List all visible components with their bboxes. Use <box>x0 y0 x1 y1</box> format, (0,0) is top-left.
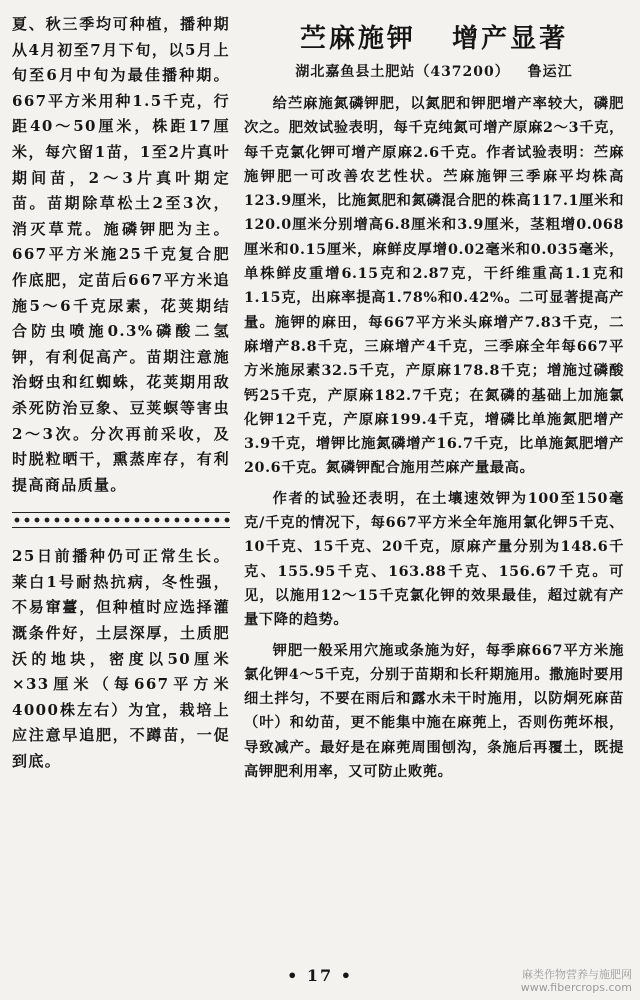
article-body <box>244 92 624 784</box>
article-byline <box>244 62 624 82</box>
watermark-url: www.fibercrops.com <box>520 981 632 994</box>
article-paragraph-1: 给苎麻施氮磷钾肥，以氮肥和钾肥增产率较大，磷肥次之。肥效试验表明，每千克纯氮可增产原麻2～3千克，每千克氯化钾可增产原麻2.6千克。作者试验表明：苎麻施钾肥一可改善农艺性状。苎麻施钾三季麻平均株高123.9厘米，比施氮肥和氮磷混合肥的株高117.1厘米和120.0厘米分别增高6.8厘米和3.9厘米，茎粗增0.068厘米和0.15厘米，麻鲜皮厚增0.02毫米和0.035毫米，单株鲜皮重增6.15克和2.87克，干纤维重高1.1克和1.15克，出麻率提高1.78%和0.42%。二可显著提高产量。施钾的麻田，每667平方米头麻增产7.83千克，二麻增产8.8千克，三麻增产4千克，三季麻全年每667平方米施尿素32.5千克，产原麻178.8千克；增施过磷酸钙25千克，产原麻182.7千克；在氮磷的基础上加施氯化钾12千克，产原麻199.4千克，增磷比单施氮肥增产3.9千克，增钾比施氮磷增产16.7千克，比单施氮肥增产20.6千克。氮磷钾配合施用苎麻产量最高。 <box>244 96 624 477</box>
article-paragraph-2: 作者的试验还表明，在土壤速效钾为100至150毫克/千克的情况下，每667平方米全年施用氯化钾5千克、10千克、15千克、20千克，原麻产量分别为148.6千克、155.95千克、163.88千克、156.67千克。可见，以施用12～15千克氯化钾的效果最佳，超过就有产量下降的趋势。 <box>244 490 624 629</box>
section-divider <box>12 512 230 528</box>
author-name: 鲁运江 <box>527 64 573 80</box>
left-paragraph-continued: 夏、秋三季均可种植，播种期从4月初至7月下旬，以5月上旬至6月中旬为最佳播种期。667平方米用种1.5千克，行距40～50厘米，株距17厘米，每穴留1苗，1至2片真叶期间苗，2～3片真叶期定苗。苗期除草松土2至3次，消灭草荒。施磷钾肥为主。667平方米施25千克复合肥作底肥，定苗后667平方米追施5～6千克尿素，花荚期结合防虫喷施0.3%磷酸二氢钾，有利促高产。苗期注意施治蚜虫和红蜘蛛，花荚期用敌杀死防治豆象、豆荚螟等害虫2～3次。分次再前采收，及时脱粒晒干，熏蒸库存，有利提高商品质量。 <box>12 15 230 494</box>
article-paragraph-3: 钾肥一般采用穴施或条施为好，每季麻667平方米施氯化钾4～5千克，分别于苗期和长秆期施用。撒施时要用细土拌匀，不要在雨后和露水未干时施用，以防烔死麻苗（叶）和幼苗，更不能集中施在麻蔸上，否则伤蔸坏根，导致减产。最好是在麻蔸周围刨沟，条施后再覆土，既提高钾肥利用率，又可防止败蔸。 <box>244 642 624 781</box>
page-number: • 17 • <box>287 966 353 985</box>
author-affiliation: 湖北嘉鱼县土肥站（437200） <box>295 64 510 80</box>
left-paragraph-second: 25日前播种仍可正常生长。莱白1号耐热抗病，冬性强，不易窜薹，但种植时应选择灌溉条件好，土层深厚，土质肥沃的地块，密度以50厘米×33厘米（每667平方米4000株左右）为宜，栽培上应注意早追肥，不蹲苗，一促到底。 <box>12 547 230 771</box>
watermark-site-name: 麻类作物营养与施肥网 <box>522 968 632 981</box>
watermark <box>521 968 632 994</box>
left-column <box>12 12 230 775</box>
article-title: 苎麻施钾 增产显著 <box>299 24 569 54</box>
article <box>244 22 624 784</box>
